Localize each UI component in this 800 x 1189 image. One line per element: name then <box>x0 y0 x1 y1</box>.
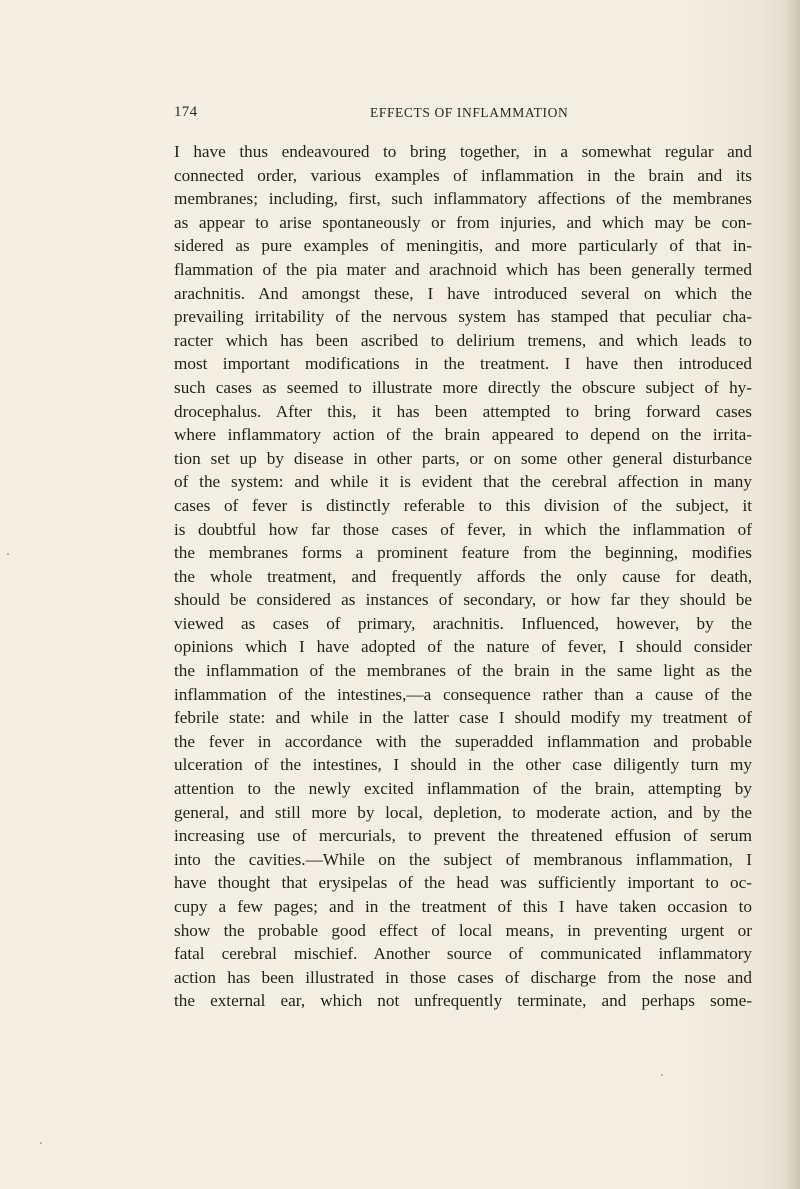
text-line: arachnitis. And amongst these, I have introduced several on which the <box>174 283 752 303</box>
text-line: drocephalus. After this, it has been attempted to bring forward cases <box>174 401 752 421</box>
text-line: show the probable good effect of local means, in preventing urgent or <box>174 920 752 940</box>
text-line: such cases as seemed to illustrate more directly the obscure subject of hy- <box>174 377 752 397</box>
text-line: the external ear, which not unfrequently terminate, and perhaps some- <box>174 991 752 1011</box>
page-edge-shadow <box>786 0 800 1189</box>
text-line: the fever in accordance with the superadded inflammation and probable <box>174 731 752 751</box>
paper-speck <box>7 553 9 555</box>
text-line: tion set up by disease in other parts, or on some other general disturbance <box>174 448 752 468</box>
text-line: is doubtful how far those cases of fever, in which the inflammation of <box>174 519 752 539</box>
text-line: cases of fever is distinctly referable to this division of the subject, it <box>174 495 752 515</box>
text-line: prevailing irritability of the nervous system has stamped that peculiar cha- <box>174 307 752 327</box>
text-line: should be considered as instances of secondary, or how far they should be <box>174 590 752 610</box>
text-line: the membranes forms a prominent feature from the beginning, modifies <box>174 543 752 563</box>
text-line: racter which has been ascribed to delirium tremens, and which leads to <box>174 330 752 350</box>
text-line: general, and still more by local, depletion, to moderate action, and by the <box>174 802 752 822</box>
text-line: flammation of the pia mater and arachnoid which has been generally termed <box>174 259 752 279</box>
text-line: I have thus endeavoured to bring together, in a somewhat regular and <box>174 142 752 161</box>
text-line: where inflammatory action of the brain appeared to depend on the irrita- <box>174 425 752 445</box>
text-line: increasing use of mercurials, to prevent the threatened effusion of serum <box>174 826 752 846</box>
page-header <box>174 104 752 126</box>
text-line: as appear to arise spontaneously or from injuries, and which may be con- <box>174 212 752 232</box>
text-line: fatal cerebral mischief. Another source of communicated inflammatory <box>174 944 752 964</box>
text-line: febrile state: and while in the latter case I should modify my treatment of <box>174 708 752 728</box>
text-line: sidered as pure examples of meningitis, and more particularly of that in- <box>174 236 752 256</box>
page-number: 174 <box>174 104 198 120</box>
text-line: membranes; including, first, such inflammatory affections of the membranes <box>174 189 752 209</box>
text-line: into the cavities.—While on the subject of membranous inflammation, I <box>174 849 752 869</box>
text-line: most important modifications in the treatment. I have then introduced <box>174 354 752 374</box>
text-line: have thought that erysipelas of the head was sufficiently important to oc- <box>174 873 752 893</box>
text-line: the whole treatment, and frequently affords the only cause for death, <box>174 566 752 586</box>
text-line: ulceration of the intestines, I should in the other case diligently turn my <box>174 755 752 775</box>
running-title: EFFECTS OF INFLAMMATION <box>370 105 569 120</box>
text-line: opinions which I have adopted of the nature of fever, I should consider <box>174 637 752 657</box>
text-line: inflammation of the intestines,—a consequence rather than a cause of the <box>174 684 752 704</box>
text-line: attention to the newly excited inflammation of the brain, attempting by <box>174 779 752 799</box>
paper-speck <box>661 1074 663 1076</box>
text-line: action has been illustrated in those cases of discharge from the nose and <box>174 967 752 987</box>
text-line: the inflammation of the membranes of the brain in the same light as the <box>174 661 752 681</box>
text-line: connected order, various examples of inflammation in the brain and its <box>174 165 752 185</box>
paper-speck <box>40 1142 42 1144</box>
body-text <box>174 140 752 1013</box>
text-line: of the system: and while it is evident that the cerebral affection in many <box>174 472 752 492</box>
text-line: cupy a few pages; and in the treatment of this I have taken occasion to <box>174 897 752 916</box>
text-line: viewed as cases of primary, arachnitis. Influenced, however, by the <box>174 613 752 633</box>
